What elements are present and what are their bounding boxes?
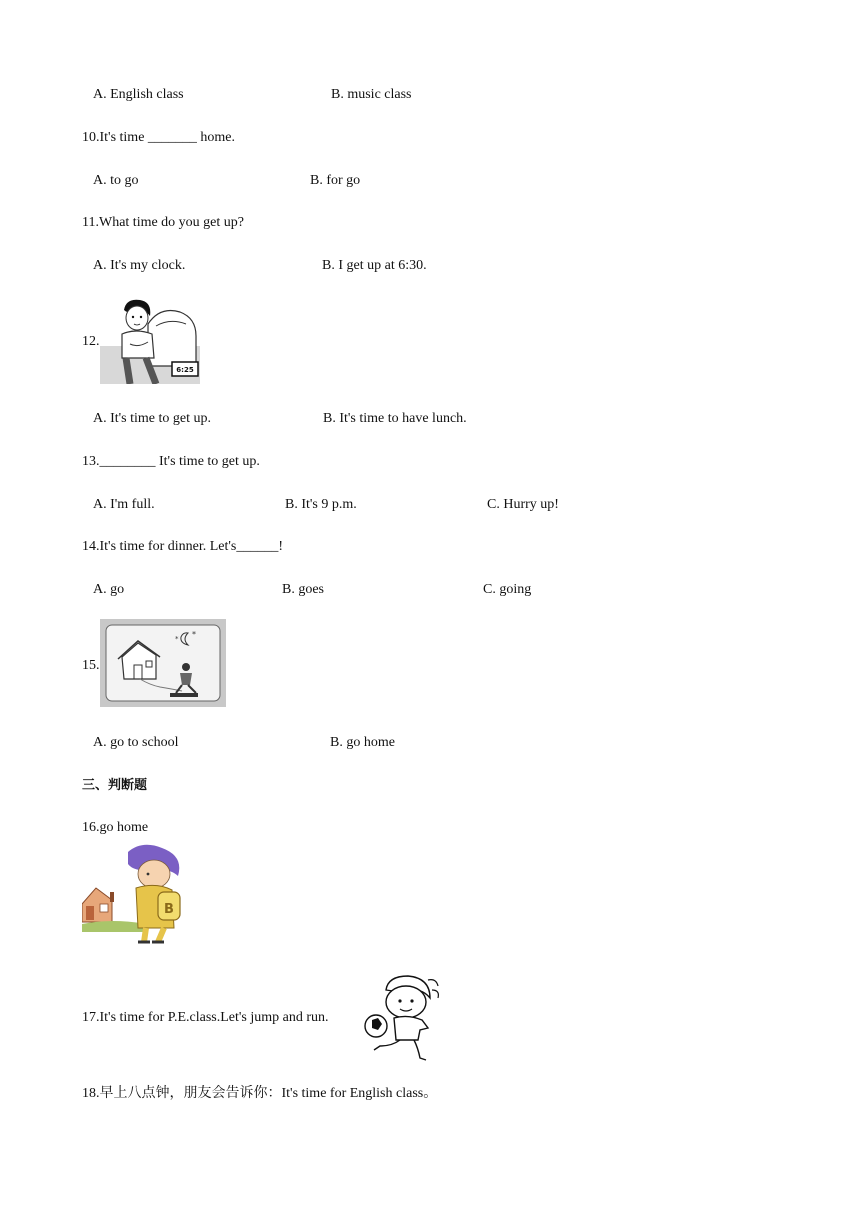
q13-option-b: B. It's 9 p.m.: [285, 497, 357, 512]
q15-night-house-picture: [100, 619, 226, 707]
svg-text:*: *: [175, 635, 179, 643]
q15-option-a: A. go to school: [93, 735, 179, 750]
q17-boy-football-picture: [358, 972, 444, 1062]
q13-option-c: C. Hurry up!: [487, 497, 559, 512]
q10-option-b: B. for go: [310, 173, 361, 188]
q11-option-b: B. I get up at 6:30.: [322, 258, 427, 273]
q12-number: 12.: [82, 334, 100, 349]
q11-stem: 11.What time do you get up?: [82, 215, 244, 230]
q13-option-a: A. I'm full.: [93, 497, 155, 512]
q16-bag-letter: B: [164, 902, 174, 917]
q14-option-c: C. going: [483, 582, 532, 597]
q12-boy-bed-picture: [100, 296, 200, 384]
q9-option-a: A. English class: [93, 87, 184, 102]
q13-stem: 13.________ It's time to get up.: [82, 454, 260, 469]
svg-text:*: *: [192, 630, 196, 639]
q15-option-b: B. go home: [330, 735, 395, 750]
q16-boy-going-home-picture: [82, 842, 188, 946]
q10-option-a: A. to go: [93, 173, 139, 188]
q14-option-a: A. go: [93, 582, 125, 597]
q14-stem: 14.It's time for dinner. Let's______!: [82, 539, 284, 554]
q11-option-a: A. It's my clock.: [93, 258, 186, 273]
q10-stem: 10.It's time _______ home.: [82, 130, 236, 145]
q17-stem: 17.It's time for P.E.class.Let's jump and run.: [82, 1010, 329, 1025]
section-heading-judgement: 三、判断题: [82, 778, 148, 793]
q9-option-b: B. music class: [331, 87, 412, 102]
q15-number: 15.: [82, 658, 100, 673]
q12-option-b: B. It's time to have lunch.: [323, 411, 467, 426]
q12-option-a: A. It's time to get up.: [93, 411, 212, 426]
q18-stem: 18.早上八点钟，朋友会告诉你：It's time for English class。: [82, 1086, 438, 1101]
q16-stem: 16.go home: [82, 820, 149, 835]
q14-option-b: B. goes: [282, 582, 324, 597]
q12-clock-text: 6:25: [176, 366, 194, 374]
